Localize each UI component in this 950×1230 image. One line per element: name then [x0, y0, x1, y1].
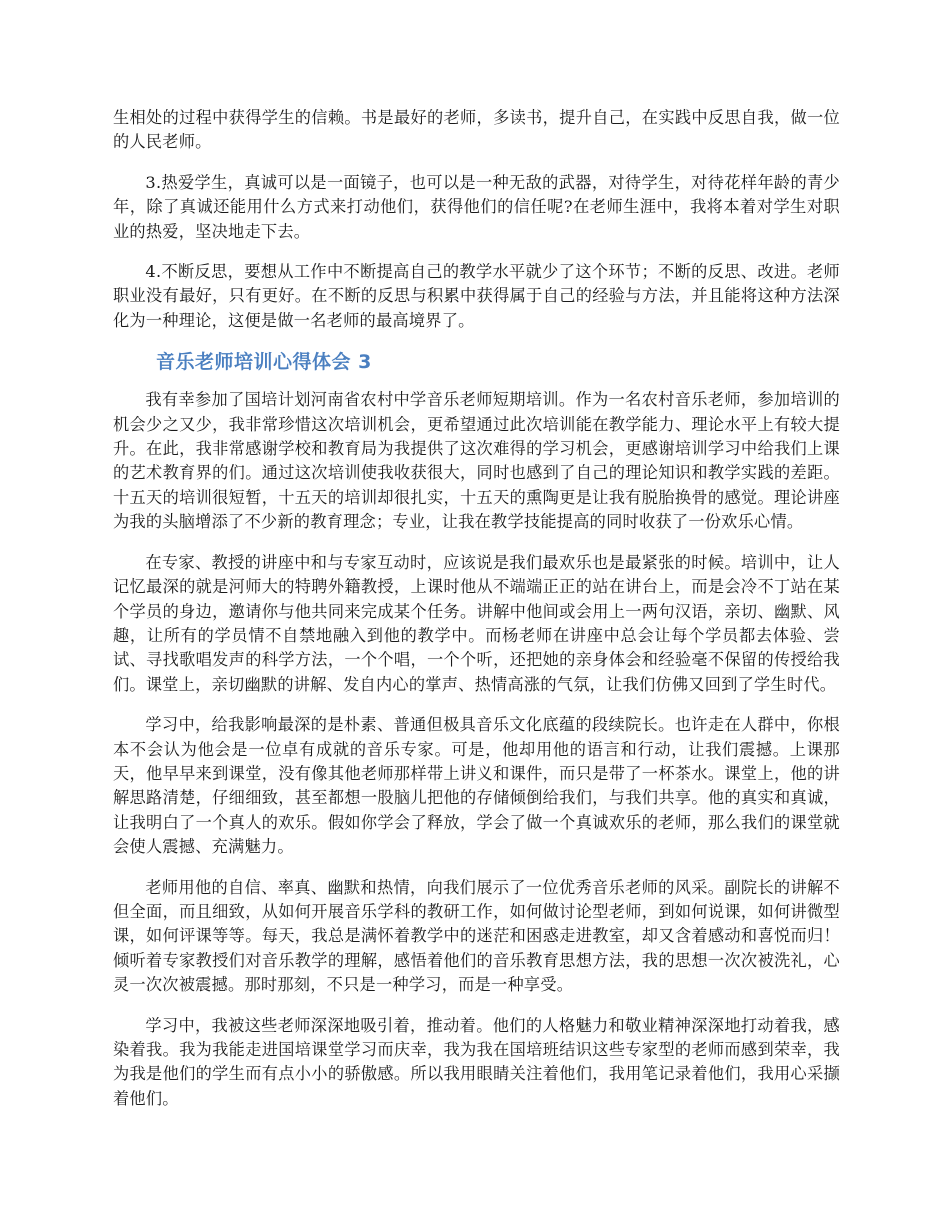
paragraph-dean: 学习中，给我影响最深的是朴素、普通但极具音乐文化底蕴的段续院长。也许走在人群中，你根本不会认为他会是一位卓有成就的音乐专家。可是，他却用他的语言和行动，让我们震撼。上课那天，他早早来到课堂，没有像其他老师那样带上讲义和课件，而只是带了一杯茶水。课堂上，他的讲解思路清楚，仔细细致，甚至都想一股脑儿把他的存储倾倒给我们，与我们共享。他的真实和真诚，让我明白了一个真人的欢乐。假如你学会了释放，学会了做一个真诚欢乐的老师，那么我们的课堂就会使人震撼、充满魅力。	[113, 715, 840, 857]
paragraph-conclusion: 学习中，我被这些老师深深地吸引着，推动着。他们的人格魅力和敬业精神深深地打动着我，感染着我。我为我能走进国培课堂学习而庆幸，我为我在国培班结识这些专家型的老师而感到荣幸，我为我是他们的学生而有点小小的骄傲感。所以我用眼睛关注着他们，我用笔记录着他们，我用心采撷着他们。	[113, 1015, 840, 1108]
document-body	[113, 106, 840, 1127]
paragraph-point-3: 3.热爱学生，真诚可以是一面镜子，也可以是一种无敌的武器，对待学生，对待花样年龄的青少年，除了真诚还能用什么方式来打动他们，获得他们的信任呢?在老师生涯中，我将本着对学生对职业的热爱，坚决地走下去。	[113, 172, 840, 241]
paragraph-intro: 我有幸参加了国培计划河南省农村中学音乐老师短期培训。作为一名农村音乐老师，参加培训的机会少之又少，我非常珍惜这次培训机会，更希望通过此次培训能在教学能力、理论水平上有较大提升。在此，我非常感谢学校和教育局为我提供了这次难得的学习机会，更感谢培训学习中给我们上课的艺术教育界的们。通过这次培训使我收获很大，同时也感到了自己的理论知识和教学实践的差距。十五天的培训很短暂，十五天的培训却很扎实，十五天的熏陶更是让我有脱胎换骨的感觉。理论讲座为我的头脑增添了不少新的教育理念；专业，让我在教学技能提高的同时收获了一份欢乐心情。	[113, 390, 840, 532]
paragraph-experts: 在专家、教授的讲座中和与专家互动时，应该说是我们最欢乐也是最紧张的时候。培训中，让人记忆最深的就是河师大的特聘外籍教授，上课时他从不端端正正的站在讲台上，而是会冷不丁站在某个学员的身边，邀请你与他共同来完成某个任务。讲解中他间或会用上一两句汉语，亲切、幽默、风趣，让所有的学员情不自禁地融入到他的教学中。而杨老师在讲座中总会让每个学员都去体验、尝试、寻找歌唱发声的科学方法，一个个唱，一个个听，还把她的亲身体会和经验毫不保留的传授给我们。课堂上，亲切幽默的讲解、发自内心的掌声、热情高涨的气氛，让我们仿佛又回到了学生时代。	[113, 552, 840, 694]
paragraph-teacher-style: 老师用他的自信、率真、幽默和热情，向我们展示了一位优秀音乐老师的风采。副院长的讲解不但全面，而且细致，从如何开展音乐学科的教研工作，如何做讨论型老师，到如何说课，如何讲微型课，如何评课等等。每天，我总是满怀着教学中的迷茫和困惑走进教室，却又含着感动和喜悦而归！倾听着专家教授们对音乐教学的理解，感悟着他们的音乐教育思想方法，我的思想一次次被洗礼，心灵一次次被震撼。那时那刻，不只是一种学习，而是一种享受。	[113, 877, 840, 995]
section-heading: 音乐老师培训心得体会 3	[156, 351, 372, 374]
paragraph-continuation: 生相处的过程中获得学生的信赖。书是最好的老师，多读书，提升自己，在实践中反思自我，做一位的人民老师。	[113, 108, 840, 152]
paragraph-point-4: 4.不断反思，要想从工作中不断提高自己的教学水平就少了这个环节；不断的反思、改进。老师职业没有最好，只有更好。在不断的反思与积累中获得属于自己的经验与方法，并且能将这种方法深化为一种理论，这便是做一名老师的最高境界了。	[113, 262, 840, 330]
